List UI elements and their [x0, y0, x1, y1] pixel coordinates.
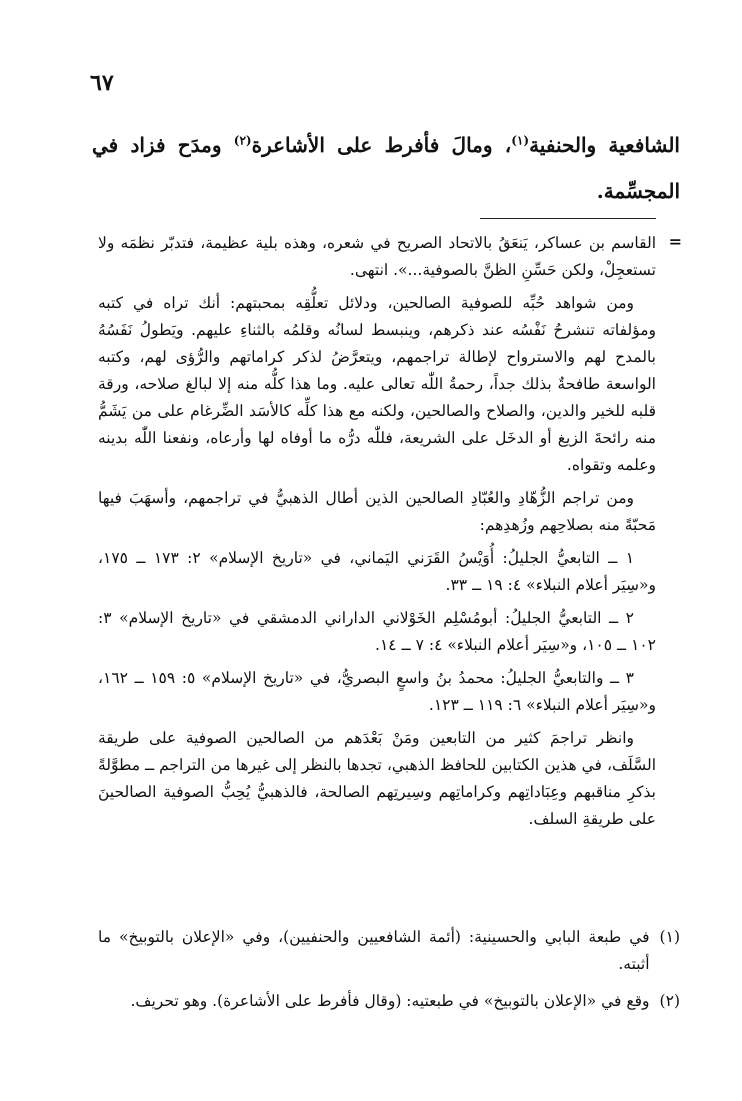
- commentary-list-item: ١ ــ التابعيُّ الجليلُ: أُوَيْسُ القَرَني اليَماني، في «تاريخ الإسلام» ٢: ١٧٣ ــ ١٧٥، و«سِيَر أعلام النبلاء» ٤: ١٩ ــ ٣٣.: [98, 549, 656, 594]
- footnote-text: وقع في «الإعلان بالتوبيخ» في طبعتيه: (وقال فأفرط على الأشاعرة). وهو تحريف.: [130, 992, 650, 1010]
- commentary-paragraph: ومن تراجم الزُّهّادِ والعُبّادِ الصالحين الذين أطال الذهبيُّ في تراجمهم، وأسهَبَ فيها مَحبّةً منه بصلاحِهم وزُهدِهم:: [98, 489, 656, 534]
- footnote-reference-1: (١): [511, 133, 530, 148]
- main-text-part-1: الشافعية والحنفية: [529, 133, 680, 157]
- page-number: ٦٧: [90, 70, 114, 96]
- footnote-reference-2: (٢): [233, 133, 252, 148]
- commentary-paragraph: ومن شواهد حُبِّه للصوفية الصالحين، ودلائل تعلُّقِه بمحبتهم: أنك تراه في كتبه ومؤلفاته تنشرحُ نَفْسُه عند ذكرهم، وينبسط لسانُه وقلمُه بالثناءِ عليهم. ويَطولُ نَفَسُهُ بالمدح لهم والاسترواح لإطالة تراجمهم، ويتعرَّضُ لذكر كراماتهم والرُّؤى لهم، وكتبه الواسعة طافحةٌ بذلك جداً، رحمةُ اللّٰه تعالى عليه. وما هذا كلُّه منه إلا لبالغ صلاحه، ورقة قلبه للخير والدين، والصلاح والصالحين، ولكنه مع هذا كلِّه كالأسَد الضِّرغام على من يَشَمُّ منه رائحةَ الزيغ أو الدخَل على الشريعة، فللّٰه درُّه ما أوفاه لها وأرعاه، ونفعنا اللّٰه بدينه وعلمه وتقواه.: [98, 294, 656, 474]
- main-text: [92, 122, 680, 214]
- commentary-block: [98, 230, 656, 839]
- commentary-paragraph: وانظر تراجمَ كثير من التابعين ومَنْ بَعْدَهم من الصالحين الصوفية على طريقة السَّلَف، في هذين الكتابين للحافظ الذهبي، تجدها بالنظر إلى غيرها من التراجم ــ مطوَّلةً بذكرِ مناقبهم وعِبَاداتِهم وكراماتِهم وسِيرتِهم الصالحة، فالذهبيُّ يُحِبُّ الصوفية الصالحينَ على طريقةِ السلف.: [98, 729, 656, 828]
- footnotes: [98, 924, 680, 1025]
- continuation-mark: =: [668, 232, 682, 251]
- separator-rule: [480, 218, 656, 219]
- footnote-text: في طبعة البابي والحسينية: (أئمة الشافعيين والحنفيين)، وفي «الإعلان بالتوبيخ» ما أثبته.: [98, 928, 650, 973]
- main-text-part-3: ومدَح فزاد في المجسِّمة.: [92, 133, 680, 203]
- footnote-number: (٢): [659, 992, 680, 1010]
- footnote-2: [98, 988, 680, 1015]
- main-text-part-2: ، ومالَ فأفرط على الأشاعرة: [251, 133, 512, 157]
- footnote-number: (١): [659, 928, 680, 946]
- commentary-list-item: ٢ ــ التابعيُّ الجليلُ: أبومُسْلِم الخَوْلاني الداراني الدمشقي في «تاريخ الإسلام» ٣: ١٠٢ ــ ١٠٥، و«سِيَر أعلام النبلاء» ٤: ٧ ــ ١٤.: [98, 609, 656, 654]
- footnote-1: [98, 924, 680, 978]
- commentary-paragraph-continued: القاسم بن عساكر، يَنعَقُ بالاتحاد الصريح في شعره، وهذه بلية عظيمة، فتدبّر نظمَه ولا تستعجِلْ، ولكن حَسِّنِ الظنَّ بالصوفية...». انتهى.: [98, 234, 656, 279]
- commentary-list-item: ٣ ــ والتابعيُّ الجليلُ: محمدُ بنُ واسعٍ البصريُّ، في «تاريخ الإسلام» ٥: ١٥٩ ــ ١٦٢، و«سِيَر أعلام النبلاء» ٦: ١١٩ ــ ١٢٣.: [98, 669, 656, 714]
